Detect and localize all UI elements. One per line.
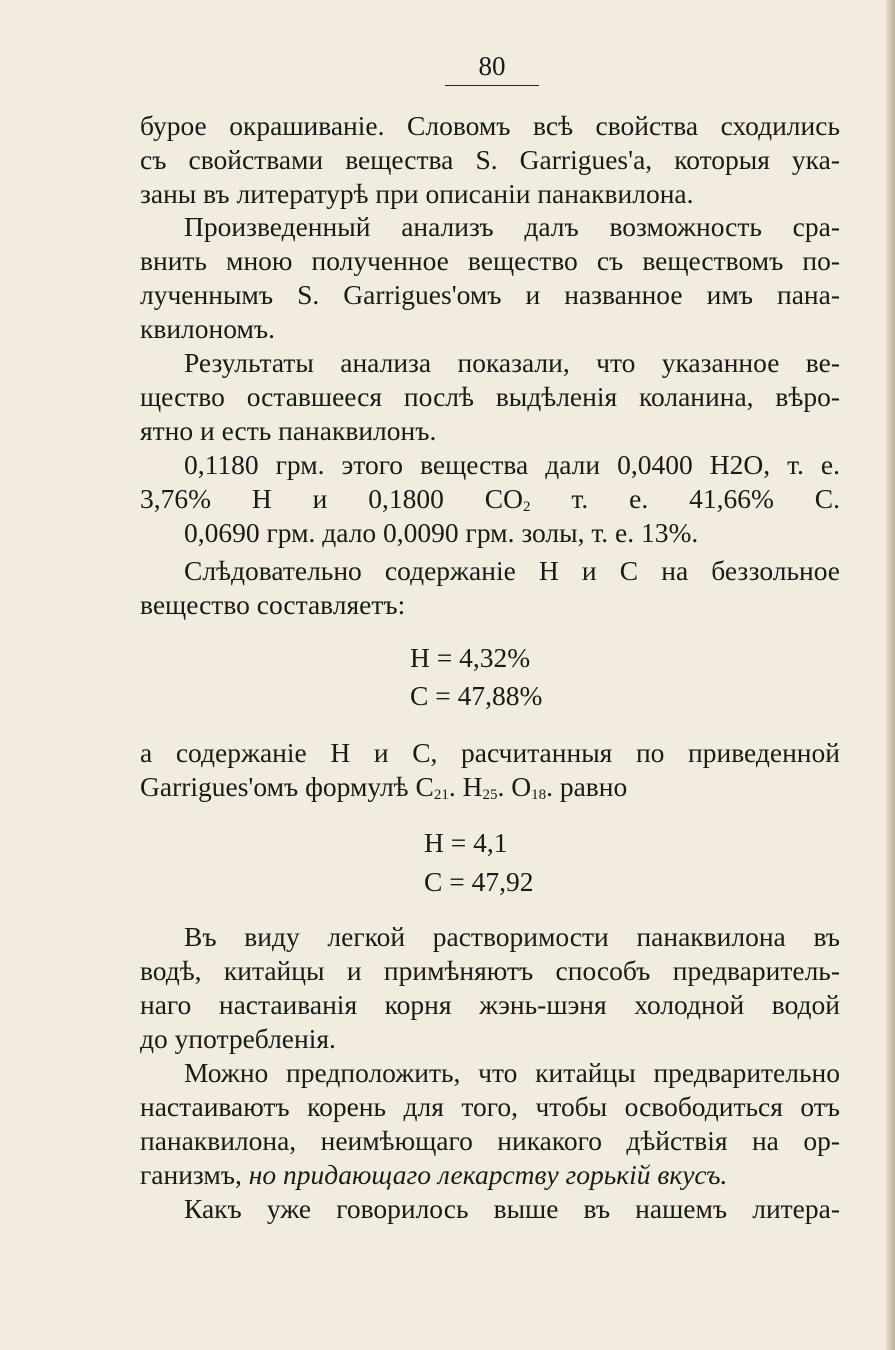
text-line: внить мною полученное вещество съ веществомъ по-: [140, 245, 840, 276]
text-line: 0,1180 грм. этого вещества дали 0,0400 Н2О, т. е.: [184, 449, 840, 480]
formula-line: С = 47,88%: [410, 680, 543, 711]
text-line: наго настаиванія корня жэнь-шэня холодной водой: [140, 989, 840, 1020]
text-line: настаиваютъ корень для того, чтобы освободиться отъ: [140, 1091, 840, 1122]
text-line: Можно предположить, что китайцы предварительно: [184, 1057, 840, 1088]
text-line: съ свойствами вещества S. Garrigues'a, которыя ука-: [140, 144, 840, 175]
text-line: лученнымъ S. Garrigues'омъ и названное имъ пана-: [140, 279, 840, 310]
formula-line: С = 47,92: [424, 866, 534, 897]
text-line: Какъ уже говорилось выше въ нашемъ литера-: [184, 1193, 840, 1224]
text-line: бурое окрашиваніе. Словомъ всѣ свойства сходились: [140, 110, 840, 141]
text-fragment: Garrigues'омъ формулѣ С: [140, 771, 434, 802]
text-line: водѣ, китайцы и примѣняютъ способъ предваритель-: [140, 955, 840, 986]
formula-line: Н = 4,32%: [410, 642, 531, 673]
text-line: [140, 481, 840, 517]
subscript: 25: [482, 787, 498, 803]
text-line: а содержаніе Н и С, расчитанныя по приведенной: [140, 737, 840, 768]
text-line: квилономъ.: [140, 313, 275, 344]
text-line: ятно и есть панаквилонъ.: [140, 415, 437, 446]
text-line: щество оставшееся послѣ выдѣленія коланина, вѣро-: [140, 381, 840, 412]
page-edge: [886, 0, 895, 1350]
page-number-rule: [445, 85, 539, 86]
text-line: 0,0690 грм. дало 0,0090 грм. золы, т. е. 13%.: [184, 517, 699, 548]
text-line: до употребленія.: [140, 1023, 336, 1054]
text-line: [140, 1157, 727, 1193]
text-fragment: . Н: [448, 771, 483, 802]
page-number: 80: [478, 51, 506, 81]
text-fragment: 3,76% Н и 0,1800 СО: [140, 483, 524, 514]
text-line: панаквилона, неимѣющаго никакого дѣйствія на ор-: [140, 1125, 840, 1156]
text-line: заны въ литературѣ при описаніи панаквилона.: [140, 178, 694, 209]
text-fragment: . равно: [546, 771, 628, 802]
text-line: [140, 769, 627, 805]
text-line: Произведенный анализъ далъ возможность сра-: [184, 211, 840, 242]
text-line: Слѣдовательно содержаніе Н и С на беззольное: [184, 555, 840, 586]
text-line: Въ виду легкой растворимости панаквилона въ: [184, 921, 840, 952]
text-fragment: ганизмъ,: [140, 1159, 242, 1190]
text-fragment: т. е. 41,66% С.: [530, 483, 840, 514]
text-line: вещество составляетъ:: [140, 589, 406, 620]
subscript: 21: [433, 787, 449, 803]
formula-line: Н = 4,1: [424, 827, 508, 858]
italic-phrase: но придающаго лекарству горькій вкусъ.: [248, 1159, 728, 1190]
text-fragment: . О: [497, 771, 532, 802]
text-line: Результаты анализа показали, что указанное ве-: [184, 347, 840, 378]
subscript: 18: [531, 787, 547, 803]
subscript: 2: [523, 499, 531, 515]
